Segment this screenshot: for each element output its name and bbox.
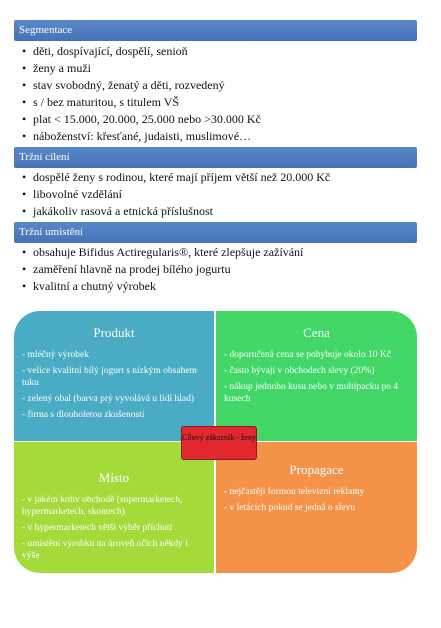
bullet-icon: • [22,78,27,92]
section-header-segmentace: Segmentace [14,20,417,41]
quadrant-item: - v letácích pokud se jedná o slevu [224,503,356,513]
bullet-icon: • [22,262,27,276]
quadrant-item: - doporučená cena se pohybuje okolo 10 Kč [224,350,391,360]
bullet-icon: • [22,204,27,218]
quadrant-item: - umístění výrobku na úroveň očích někdy i výše [22,539,188,561]
quadrant-title: Cena [303,325,330,340]
list-item: • ženy a muži [22,61,91,75]
quadrant-item: - velice kvalitní bílý jogurt s nízkým obsahem tuku [22,366,197,388]
list-item: • jakákoliv rasová a etnická příslušnost [22,204,213,218]
section-header-trzni-cileni: Tržní cílení [14,147,417,168]
list-item: • dospělé ženy s rodinou, které mají příjem větší než 20.000 Kč [22,170,331,184]
segmentace-list [22,43,261,145]
list-item: • kvalitní a chutný výrobek [22,279,156,293]
bullet-icon: • [22,95,27,109]
target-customer-box: Cílový zákazník - ženy [181,426,257,460]
quadrant-title: Propagace [289,462,344,477]
quadrant-item: - v jakém koliv obchodě (supermarketech, hypermarketech, skontech) [22,495,183,517]
bullet-icon: • [22,187,27,201]
trzni-cileni-list [22,169,330,220]
bullet-icon: • [22,279,27,293]
bullet-icon: • [22,112,27,126]
quadrant-item: - nákup jednoho kusu nebo v multipacku po 4 kusech [224,382,399,404]
quadrant-price [216,311,417,441]
list-item: • děti, dospívající, dospělí, senioň [22,44,188,58]
quadrant-place [14,442,214,573]
quadrant-item: - firma s dlouholetou zkušeností [22,410,145,420]
list-item: • zaměření hlavně na prodej bílého jogurtu [22,262,231,276]
trzni-umisteni-list [22,244,303,295]
quadrant-promotion [216,442,417,573]
quadrant-item: - často bývají v obchodech slevy (20%) [224,366,375,376]
quadrant-item: - nejčastěji formou televizní reklamy [224,487,365,497]
list-item: • plat < 15.000, 20.000, 25.000 nebo >30.000 Kč [22,112,261,126]
quadrant-title: Produkt [93,325,135,340]
quadrant-product [14,311,214,441]
quadrant-title: Místo [98,470,130,485]
list-item: • obsahuje Bifidus Actiregularis®, které zlepšuje zažívání [22,245,304,259]
list-item: • náboženství: křesťané, judaisti, muslimové… [22,129,252,143]
bullet-icon: • [22,170,27,184]
quadrant-item: - mléčný výrobek [22,350,90,360]
list-item: • stav svobodný, ženatý a děti, rozvedený [22,78,225,92]
bullet-icon: • [22,61,27,75]
section-header-trzni-umisteni: Tržní umistění [14,222,417,243]
list-item: • s / bez maturitou, s titulem VŠ [22,95,180,109]
bullet-icon: • [22,44,27,58]
bullet-icon: • [22,129,27,143]
quadrant-item: - v hypermarketech větší výběr příchutí [22,523,173,533]
bullet-icon: • [22,245,27,259]
list-item: • libovolné vzdělání [22,187,122,201]
quadrant-item: - zelený obal (barva prý vyvolává u lidí hlad) [22,394,194,404]
